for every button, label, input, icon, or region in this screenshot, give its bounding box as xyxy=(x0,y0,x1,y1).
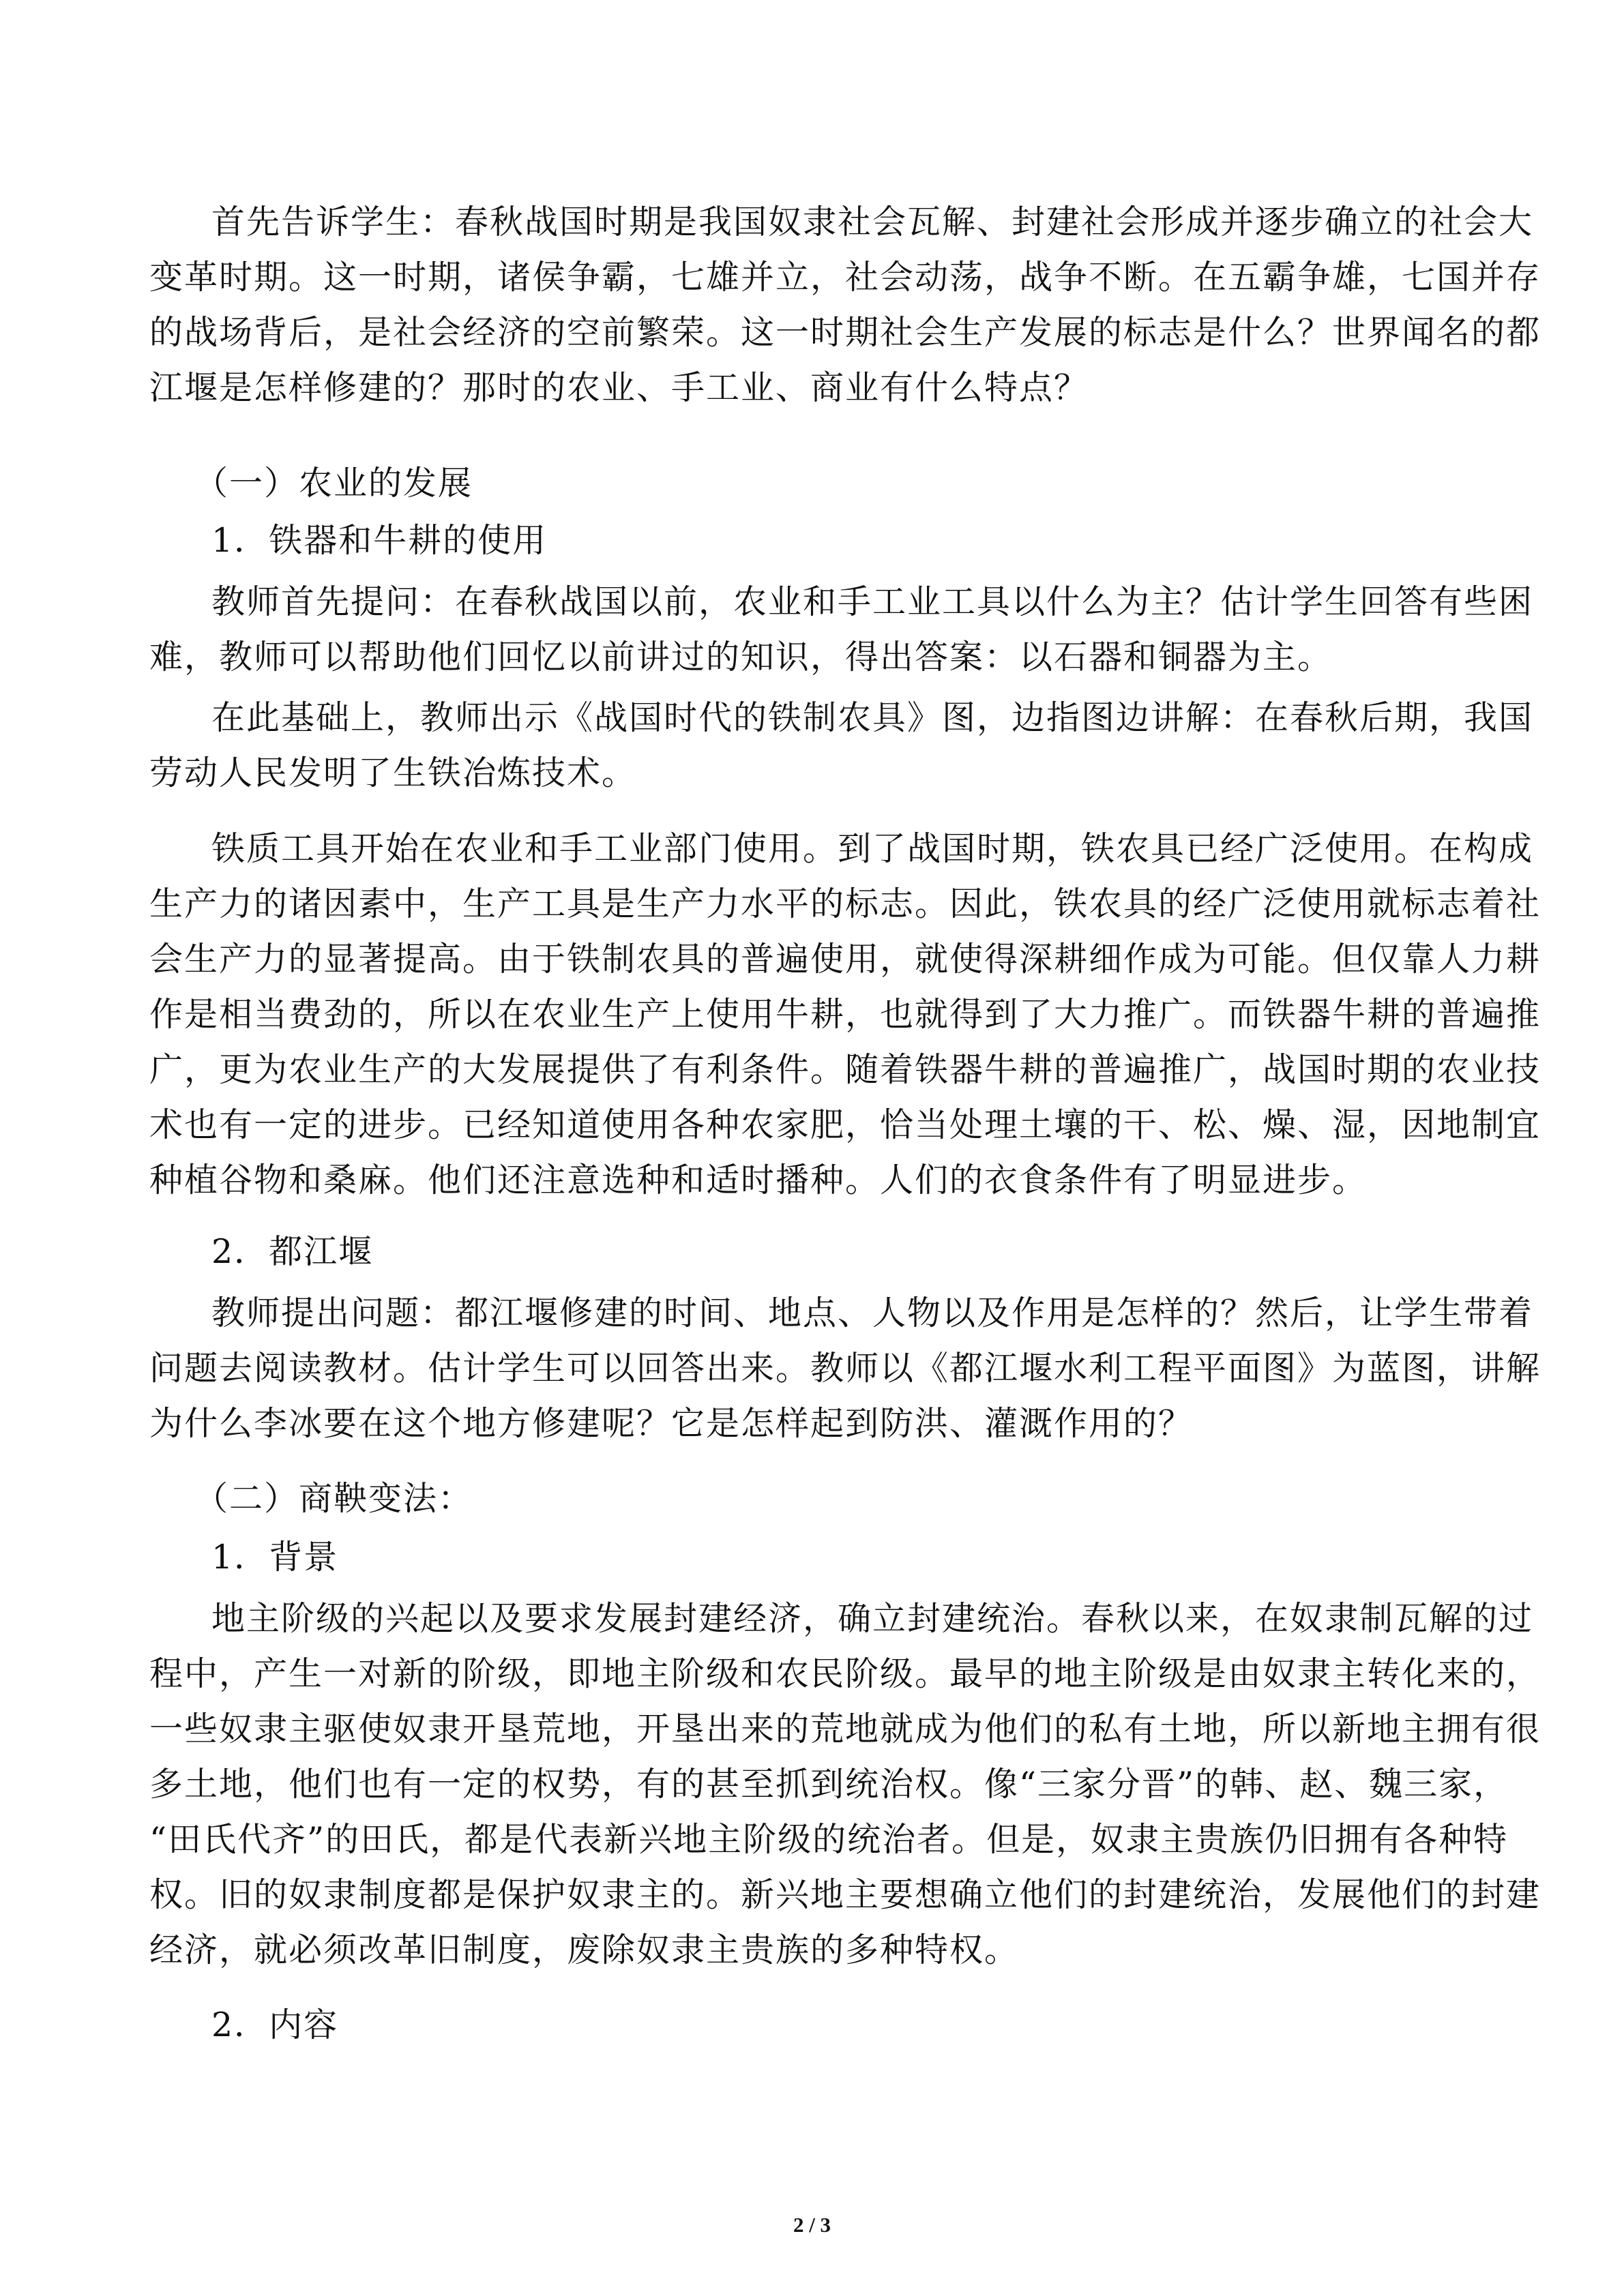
section-heading: （二）商鞅变法： xyxy=(194,1479,473,1518)
subsection-heading: 1．铁器和牛耕的使用 xyxy=(211,521,548,560)
paragraph-line: 作是相当费劲的，所以在农业生产上使用牛耕，也就得到了大力推广。而铁器牛耕的普遍推 xyxy=(149,995,1541,1034)
paragraph-line: 经济，就必须改革旧制度，废除奴隶主贵族的多种特权。 xyxy=(149,1930,1020,1969)
paragraph-line: 广，更为农业生产的大发展提供了有利条件。随着铁器牛耕的普遍推广，战国时期的农业技 xyxy=(149,1050,1541,1089)
paragraph-line: 权。旧的奴隶制度都是保护奴隶主的。新兴地主要想确立他们的封建统治，发展他们的封建 xyxy=(149,1875,1541,1914)
paragraph-line: 首先告诉学生：春秋战国时期是我国奴隶社会瓦解、封建社会形成并逐步确立的社会大 xyxy=(211,203,1534,241)
subsection-heading: 1．背景 xyxy=(211,1538,339,1577)
paragraph-line: 的战场背后，是社会经济的空前繁荣。这一时期社会生产发展的标志是什么？世界闻名的都 xyxy=(149,313,1541,352)
paragraph-line: 铁质工具开始在农业和手工业部门使用。到了战国时期，铁农具已经广泛使用。在构成 xyxy=(211,829,1534,868)
section-heading: （一）农业的发展 xyxy=(194,464,473,503)
paragraph-line: 在此基础上，教师出示《战国时代的铁制农具》图，边指图边讲解：在春秋后期，我国 xyxy=(211,698,1534,737)
page-number: 2 / 3 xyxy=(793,2213,831,2237)
paragraph-line: “田氏代齐”的田氏，都是代表新兴地主阶级的统治者。但是，奴隶主贵族仍旧拥有各种特 xyxy=(149,1820,1509,1859)
subsection-heading: 2．都江堰 xyxy=(211,1232,374,1271)
paragraph-line: 生产力的诸因素中，生产工具是生产力水平的标志。因此，铁农具的经广泛使用就标志着社 xyxy=(149,884,1541,923)
paragraph-line: 会生产力的显著提高。由于铁制农具的普遍使用，就使得深耕细作成为可能。但仅靠人力耕 xyxy=(149,940,1541,979)
paragraph-line: 问题去阅读教材。估计学生可以回答出来。教师以《都江堰水利工程平面图》为蓝图，讲解 xyxy=(149,1349,1541,1388)
paragraph-line: 地主阶级的兴起以及要求发展封建经济，确立封建统治。春秋以来，在奴隶制瓦解的过 xyxy=(211,1599,1534,1638)
paragraph-line: 难，教师可以帮助他们回忆以前讲过的知识，得出答案：以石器和铜器为主。 xyxy=(149,638,1333,676)
paragraph-line: 教师首先提问：在春秋战国以前，农业和手工业工具以什么为主？估计学生回答有些困 xyxy=(211,582,1534,621)
paragraph-line: 程中，产生一对新的阶级，即地主阶级和农民阶级。最早的地主阶级是由奴隶主转化来的， xyxy=(149,1654,1541,1693)
paragraph-line: 一些奴隶主驱使奴隶开垦荒地，开垦出来的荒地就成为他们的私有土地，所以新地主拥有很 xyxy=(149,1710,1541,1748)
paragraph-line: 变革时期。这一时期，诸侯争霸，七雄并立，社会动荡，战争不断。在五霸争雄，七国并存 xyxy=(149,258,1541,297)
paragraph-line: 术也有一定的进步。已经知道使用各种农家肥，恰当处理土壤的干、松、燥、湿，因地制宜 xyxy=(149,1105,1541,1144)
paragraph-line: 教师提出问题：都江堰修建的时间、地点、人物以及作用是怎样的？然后，让学生带着 xyxy=(211,1294,1534,1332)
paragraph-line: 多土地，他们也有一定的权势，有的甚至抓到统治权。像“三家分晋”的韩、赵、魏三家， xyxy=(149,1765,1509,1804)
paragraph-line: 为什么李冰要在这个地方修建呢？它是怎样起到防洪、灌溉作用的？ xyxy=(149,1404,1194,1443)
subsection-heading: 2．内容 xyxy=(211,2006,339,2044)
paragraph-line: 江堰是怎样修建的？那时的农业、手工业、商业有什么特点？ xyxy=(149,368,1089,407)
paragraph-line: 劳动人民发明了生铁冶炼技术。 xyxy=(149,754,637,792)
paragraph-line: 种植谷物和桑麻。他们还注意选种和适时播种。人们的衣食条件有了明显进步。 xyxy=(149,1161,1368,1199)
